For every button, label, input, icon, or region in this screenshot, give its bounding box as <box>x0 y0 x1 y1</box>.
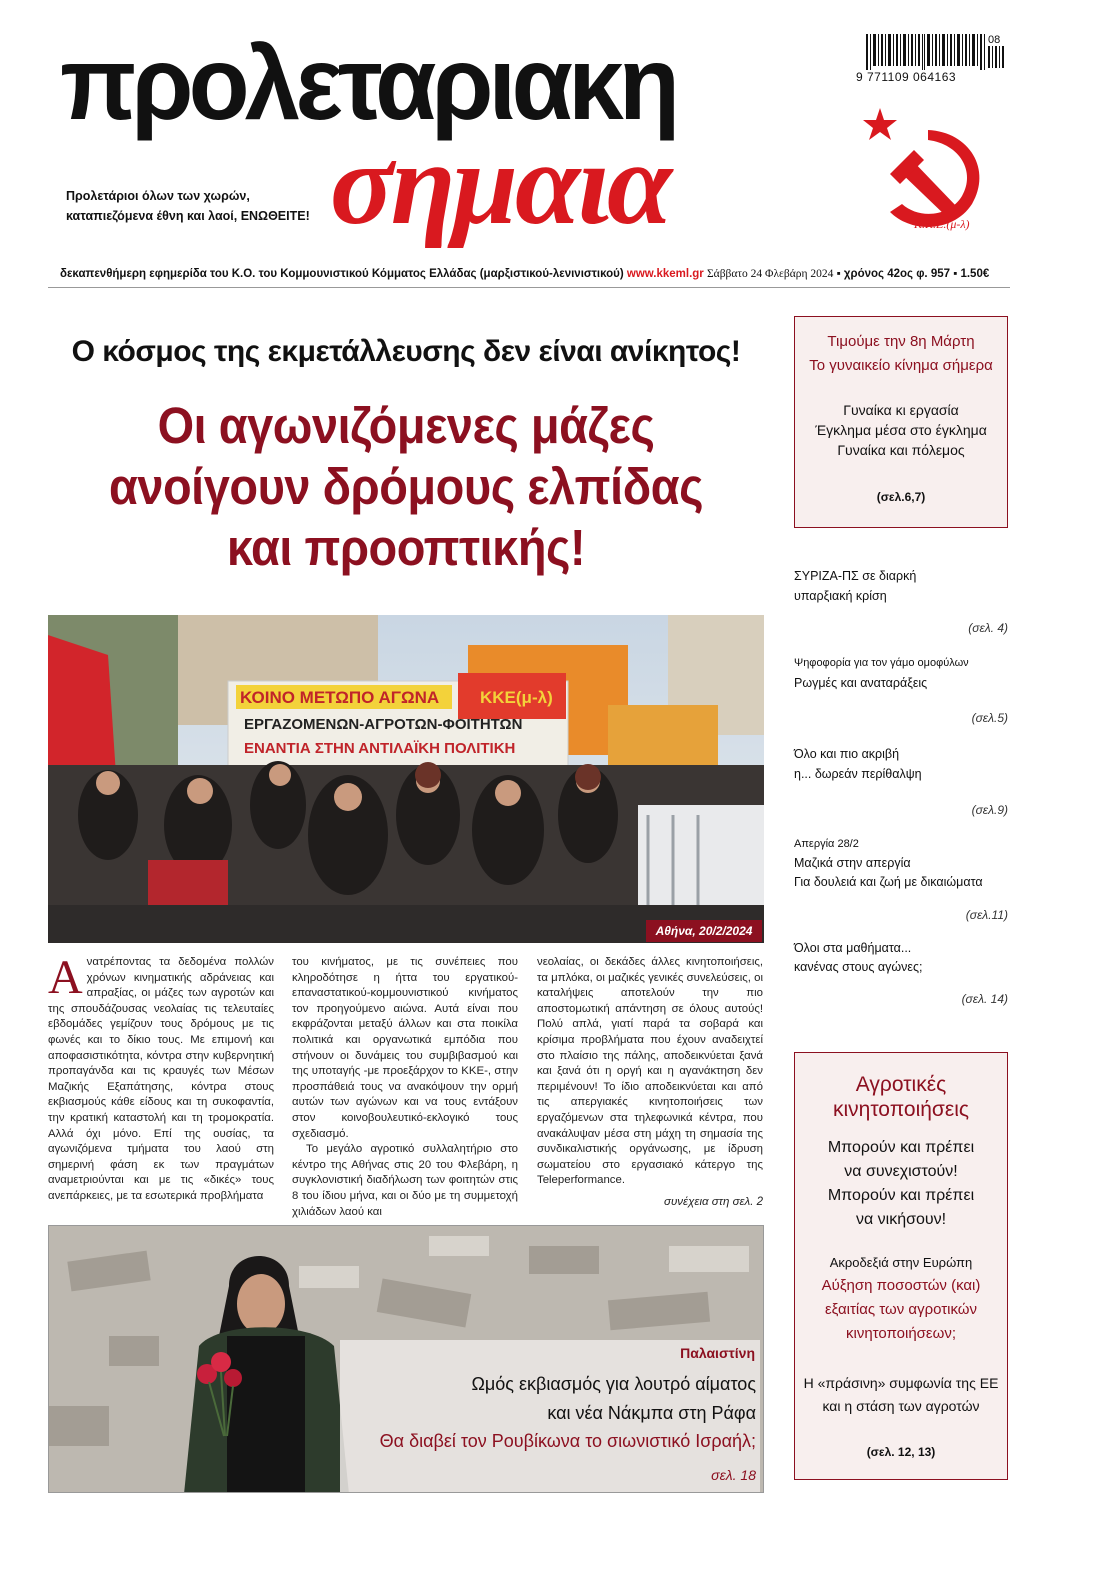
sidebar-item-3-page[interactable]: (σελ.9) <box>971 803 1008 817</box>
sidebar-item-5-line-1: Όλοι στα μαθήματα... <box>794 941 912 955</box>
article-column-3 <box>537 955 763 1189</box>
dropcap: Α <box>48 951 83 1004</box>
palestine-line-1: Ωμός εκβιασμός για λουτρό αίματος <box>471 1374 756 1394</box>
palestine-kicker: Παλαιστίνη <box>680 1345 755 1361</box>
photo-caption: Αθήνα, 20/2/2024 <box>646 920 762 942</box>
motto <box>66 186 310 226</box>
motto-line-2: καταπιεζόμενα έθνη και λαοί, ΕΝΩΘΕΙΤΕ! <box>66 209 310 223</box>
barcode-number: 9 771109 064163 <box>856 70 957 84</box>
headline-line-1: Οι αγωνιζόμενες μάζες <box>157 397 655 454</box>
far-right-line-1: Αύξηση ποσοστών (και) <box>821 1277 981 1294</box>
farmers-box-page[interactable]: (σελ. 12, 13) <box>866 1445 936 1459</box>
sidebar-item-2-kicker: Ψηφοφορία για τον γάμο ομοφύλων <box>794 657 969 669</box>
website-link[interactable]: www.kkeml.gr <box>626 268 704 280</box>
sidebar-item-4-line-2: Για δουλειά και ζωή με δικαιώματα <box>794 875 983 889</box>
sidebar-item-3-line-2: η... δωρεάν περίθαλψη <box>794 767 922 781</box>
hammer-sickle-star-icon <box>850 100 1000 250</box>
issue-info: ▪ χρόνος 42ος φ. 957 ▪ 1.50€ <box>836 268 990 280</box>
women-box-title-1: Τιμούμε την 8η Μάρτη <box>827 333 975 350</box>
banner-text-3: ΕΝΑΝΤΙΑ ΣΤΗΝ ΑΝΤΙΛΑΪΚΗ ΠΟΛΙΤΙΚΗ <box>244 740 516 757</box>
green-deal-line-1: Η «πράσινη» συμφωνία της ΕΕ <box>803 1375 999 1391</box>
issue-code: 08 <box>988 34 1001 46</box>
sidebar-item-2-page[interactable]: (σελ.5) <box>971 711 1008 725</box>
sidebar-item-4-line-1: Μαζικά στην απεργία <box>794 856 911 870</box>
barcode-icon <box>866 34 986 70</box>
far-right-kicker: Ακροδεξιά στην Ευρώπη <box>829 1255 973 1270</box>
farmers-box-title <box>794 1072 1008 1122</box>
far-right-line-3: κινητοποιήσεων; <box>846 1325 956 1342</box>
farmers-title-2: κινητοποιήσεις <box>832 1098 970 1121</box>
article-column-2 <box>292 955 518 1220</box>
lead-headline <box>77 395 736 578</box>
continued-link[interactable]: συνέχεια στη σελ. 2 <box>664 1196 763 1208</box>
banner-party: ΚΚΕ(μ-λ) <box>480 688 553 707</box>
addon-barcode-icon <box>988 46 1006 68</box>
farmers-title-1: Αγροτικές <box>855 1073 947 1096</box>
protest-photo <box>48 615 764 943</box>
farmers-line-1: Μπορούν και πρέπει <box>827 1139 975 1156</box>
sidebar-item-1-line-2: υπαρξιακή κρίση <box>794 589 887 603</box>
article-column-1 <box>48 951 274 1205</box>
article-text-3: νεολαίας, οι δεκάδες άλλες κινητοποιήσεις, τα μπλόκα, οι μαζικές γενικές συνελεύσεις, οι καταλήψεις αποτελούν την πιο αποστομωτική απάντηση σε όλους αυτούς! Πολύ απλά, γιατί παρά τα σοβαρά και κρίσιμα προβλήματα που έχουν αναδειχτεί στο πλαίσιο της πάλης, αποδεικνύεται ξανά και ξανά ότι η οργή και η αγανάκτηση δεν περιμένουν! Το ίδιο αποδεικνύεται και από τις απεργιακές κινητοποιήσεις των εργαζόμενων στα τηλεφωνικά κέντρα, που ανακάλυψαν μέσα στη μάχη τη σημασία της συνδικαλιστικής οργάνωσης, με ίδρυση σωματείου στο εργασιακό κάτεργο της Teleperformance. <box>537 956 763 1187</box>
masthead-subtitle: σημαια <box>330 118 670 249</box>
sidebar-item-4-kicker: Απεργία 28/2 <box>794 838 859 850</box>
info-bar <box>60 268 1010 280</box>
sidebar-item-1-line-1: ΣΥΡΙΖΑ-ΠΣ σε διαρκή <box>794 569 917 583</box>
article-text-1: νατρέποντας τα δεδομένα πολλών χρόνων κινηματικής αδράνειας και απραξίας, οι μάζες των αγροτών και της σπουδάζουσας νεολαίας τις τελευταίες εβδομάδες γεμίζουν τους δρόμους με τις φωνές και το δίκιο τους. Με επιμονή και αποφασιστικότητα, κόντρα στην κυβερνητική προπαγάνδα και τις κραυγές των Μέσων Μαζικής Εξαπάτησης, κόντρα στους εκβιασμούς κάθε είδους και τη συκοφαντία, την κρατική καταστολή και τη τρομοκρατία. Αλλά όχι μόνο. Επί της ουσίας, τα αγωνιζόμενα τμήματα του λαού στη σημερινή φάση εκ των πραγμάτων αναμετριούνται και με τις «δικές» τους ανεπάρκειες, με τα εσωτερικά προβλήματα <box>48 956 274 1202</box>
women-box-item-3: Γυναίκα και πόλεμος <box>837 442 965 458</box>
women-box-page[interactable]: (σελ.6,7) <box>876 490 926 504</box>
sidebar-item-1-page[interactable]: (σελ. 4) <box>968 621 1008 635</box>
women-box-title-2: Το γυναικείο κίνημα σήμερα <box>809 357 993 374</box>
headline-line-3: και προοπτικής! <box>226 519 586 576</box>
article-text-2b: Το μεγάλο αγροτικό συλλαλητήριο στο κέντρο της Αθήνας στις 20 του Φλεβάρη, η συγκλονιστική διαδήλωση των φοιτητών στις 8 του ίδιου μήνα, και οι δύο με τη συμμετοχή χιλιάδων λαού και <box>292 1143 518 1218</box>
farmers-line-4: να νικήσουν! <box>855 1211 947 1228</box>
palestine-page[interactable]: σελ. 18 <box>711 1467 756 1483</box>
sidebar-item-2-line-1: Ρωγμές και αναταράξεις <box>794 676 928 690</box>
masthead-title: προλεταριακη <box>60 26 676 142</box>
green-deal-line-2: και η στάση των αγροτών <box>822 1398 980 1414</box>
women-box-item-1: Γυναίκα κι εργασία <box>843 402 959 418</box>
divider <box>48 287 1010 288</box>
sidebar-item-5-page[interactable]: (σελ. 14) <box>961 992 1008 1006</box>
farmers-line-2: να συνεχιστούν! <box>844 1163 958 1180</box>
lead-kicker: Ο κόσμος της εκμετάλλευσης δεν είναι ανίκητος! <box>71 335 741 368</box>
banner-text-2: ΕΡΓΑΖΟΜΕΝΩΝ-ΑΓΡΟΤΩΝ-ΦΟΙΤΗΤΩΝ <box>244 716 523 733</box>
article-text-2: του κινήματος, με τις συνέπειες που κληροδότησε η ήττα του εργατικού-επαναστατικού-κομμουνιστικού κινήματος τον προηγούμενο αιώνα. Αυτά είναι που εκφράζονται μεταξύ άλλων και στα ποικίλα πολιτικά και οργανωτικά εμπόδια που στήνουν οι δυνάμεις του συμβιβασμού και της υποταγής -με προεξάρχον το ΚΚΕ-, στην προσπάθειά τους να ανακόψουν την ορμή αυτών των αγώνων και να τους εντάξουν στον κοινοβουλευτικό-εκλογικό τους σχεδιασμό. <box>292 956 518 1140</box>
sidebar-item-3-line-1: Όλο και πιο ακριβή <box>794 747 900 761</box>
issue-date: Σάββατο 24 Φλεβάρη 2024 <box>706 268 834 280</box>
far-right-line-2: εξαιτίας των αγροτικών <box>824 1301 978 1318</box>
women-box-item-2: Έγκλημα μέσα στο έγκλημα <box>815 422 987 438</box>
palestine-line-2: και νέα Νάκμπα στη Ράφα <box>547 1403 756 1423</box>
palestine-line-3: Θα διαβεί τον Ρουβίκωνα το σιωνιστικό Ισραήλ; <box>379 1431 756 1451</box>
motto-line-1: Προλετάριοι όλων των χωρών, <box>66 189 250 203</box>
emblem-label: Κ.Κ.Ε.(μ-λ) <box>914 217 970 231</box>
sidebar-item-5-line-2: κανένας στους αγώνες; <box>794 960 923 974</box>
protest-photo-illustration <box>48 615 764 943</box>
headline-line-2: ανοίγουν δρόμους ελπίδας <box>108 458 704 515</box>
sidebar-item-4-page[interactable]: (σελ.11) <box>965 908 1008 922</box>
farmers-line-3: Μπορούν και πρέπει <box>827 1187 975 1204</box>
info-text: δεκαπενθήμερη εφημερίδα του Κ.Ο. του Κομμουνιστικού Κόμματος Ελλάδας (μαρξιστικού-λενινιστικού) <box>60 268 624 280</box>
banner-text-1: ΚΟΙΝΟ ΜΕΤΩΠΟ ΑΓΩΝΑ <box>240 688 440 707</box>
